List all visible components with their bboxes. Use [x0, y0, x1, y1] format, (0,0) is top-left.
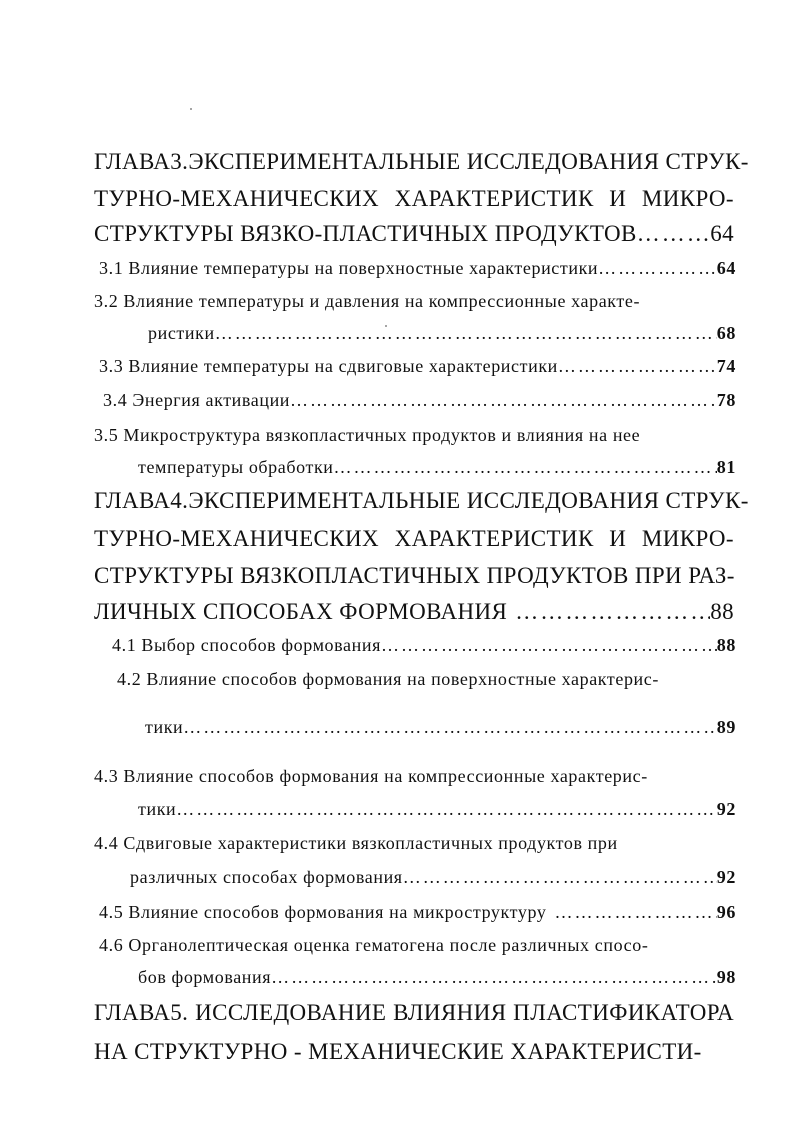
entry-page: 89: [716, 717, 736, 737]
entry-page: 92: [716, 867, 736, 887]
toc-entry-4-4-line-2: [130, 868, 736, 886]
entry-title: бов формования: [138, 967, 272, 987]
chapter-4-heading-line-4: [94, 600, 734, 623]
entry-page: 78: [716, 390, 736, 410]
leader-dots: [271, 968, 717, 986]
toc-entry-4-6-line-1: 4.6 Органолептическая оценка гематогена после различных спосо-: [99, 935, 649, 955]
chapter-4-heading-line-3: СТРУКТУРЫ ВЯЗКОПЛАСТИЧНЫХ ПРОДУКТОВ ПРИ РАЗ-: [94, 563, 735, 588]
leader-dots: [183, 718, 717, 736]
entry-page: 74: [716, 356, 736, 376]
chapter-4-heading-line-2: ТУРНО-МЕХАНИЧЕСКИХ ХАРАКТЕРИСТИК И МИКРО-: [94, 526, 734, 551]
entry-title: 4.1 Выбор способов формования: [112, 635, 381, 655]
leader-dots: [598, 259, 717, 277]
leader-dots: [215, 324, 717, 342]
toc-entry-4-2-line-1: 4.2 Влияние способов формования на поверхностные характерис-: [117, 669, 659, 689]
toc-entry-4-3-line-2: [138, 800, 736, 818]
toc-entry-3-1: [99, 259, 736, 277]
chapter-3-heading-line-2: ТУРНО-МЕХАНИЧЕСКИХ ХАРАКТЕРИСТИК И МИКРО-: [94, 186, 734, 211]
entry-title: температуры обработки: [138, 457, 334, 477]
toc-entry-3-4: [103, 391, 736, 409]
toc-entry-3-3: [99, 357, 736, 375]
entry-page: 64: [716, 258, 736, 278]
leader-dots: [403, 868, 717, 886]
chapter-5-heading-line-1: ГЛАВА5. ИССЛЕДОВАНИЕ ВЛИЯНИЯ ПЛАСТИФИКАТОРА: [94, 1000, 734, 1025]
chapter-3-heading-line-1: ГЛАВА3.ЭКСПЕРИМЕНТАЛЬНЫЕ ИССЛЕДОВАНИЯ СТРУК-: [94, 149, 749, 174]
entry-page: 98: [716, 967, 736, 987]
toc-entry-4-2-line-2: [145, 718, 736, 736]
toc-entry-3-5-line-1: 3.5 Микроструктура вязкопластичных продуктов и влияния на нее: [94, 425, 641, 445]
leader-dots: [381, 636, 717, 654]
leader-dots: [637, 222, 710, 245]
entry-title: 3.3 Влияние температуры на сдвиговые характеристики: [99, 356, 558, 376]
leader-dots: [515, 600, 710, 623]
entry-page: 96: [716, 902, 736, 922]
entry-page: 92: [716, 799, 736, 819]
leader-dots: [558, 357, 717, 375]
leader-dots: [554, 903, 716, 921]
entry-title: тики: [138, 799, 177, 819]
chapter-5-heading-line-2: НА СТРУКТУРНО - МЕХАНИЧЕСКИЕ ХАРАКТЕРИСТИ-: [94, 1039, 702, 1064]
leader-dots: [334, 458, 717, 476]
entry-page: 81: [716, 457, 736, 477]
toc-entry-4-5: [99, 903, 736, 921]
chapter-4-title-end: ЛИЧНЫХ СПОСОБАХ ФОРМОВАНИЯ: [94, 599, 508, 624]
entry-title: ристики: [148, 323, 215, 343]
chapter-3-heading-line-3: [94, 222, 734, 245]
entry-title: 3.1 Влияние температуры на поверхностные характеристики: [99, 258, 599, 278]
chapter-4-heading-line-1: ГЛАВА4.ЭКСПЕРИМЕНТАЛЬНЫЕ ИССЛЕДОВАНИЯ СТРУК-: [94, 488, 749, 513]
entry-title: различных способах формования: [130, 867, 403, 887]
chapter-3-page: 64: [710, 221, 734, 246]
entry-page: 68: [716, 323, 736, 343]
toc-entry-3-2-line-1: 3.2 Влияние температуры и давления на компрессионные характе-: [94, 291, 641, 311]
toc-entry-4-6-line-2: [138, 968, 736, 986]
entry-title: 4.5 Влияние способов формования на микроструктуру: [99, 902, 547, 922]
leader-dots: [176, 800, 717, 818]
toc-entry-4-3-line-1: 4.3 Влияние способов формования на компрессионные характерис-: [94, 766, 648, 786]
entry-page: 88: [716, 635, 736, 655]
chapter-4-page: 88: [710, 599, 734, 624]
toc-entry-3-2-line-2: [148, 324, 736, 342]
entry-title: 3.4 Энергия активации: [103, 390, 291, 410]
toc-entry-4-4-line-1: 4.4 Сдвиговые характеристики вязкопластичных продуктов при: [94, 833, 618, 853]
entry-title: тики: [145, 717, 184, 737]
leader-dots: [290, 391, 717, 409]
chapter-3-title-end: СТРУКТУРЫ ВЯЗКО-ПЛАСТИЧНЫХ ПРОДУКТОВ: [94, 221, 637, 246]
scan-speck: [190, 108, 192, 110]
toc-entry-4-1: [112, 636, 736, 654]
toc-entry-3-5-line-2: [138, 458, 736, 476]
